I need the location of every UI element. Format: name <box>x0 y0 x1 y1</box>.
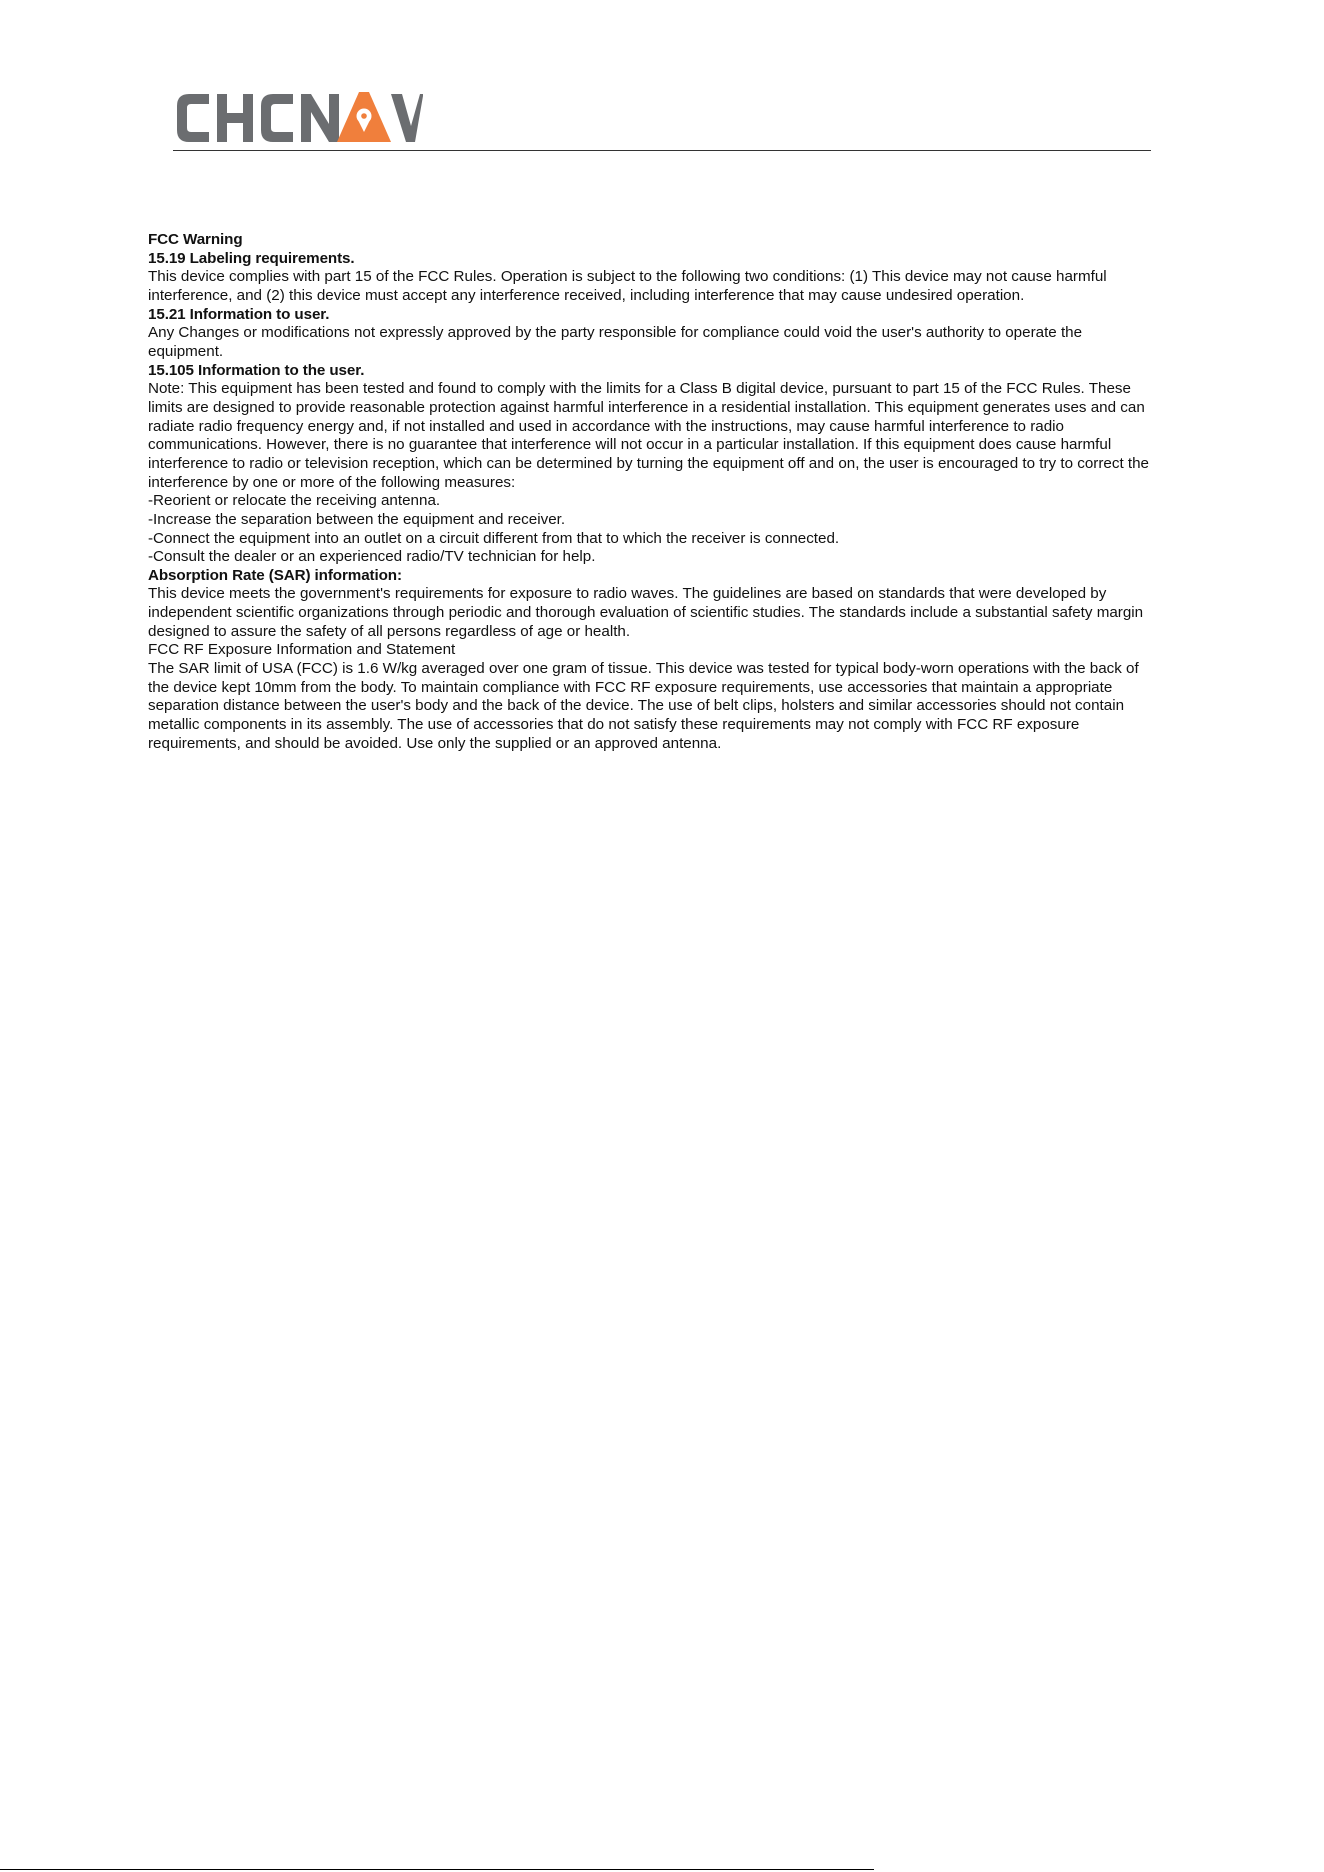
rf-exposure-heading: FCC RF Exposure Information and Statement <box>148 641 456 659</box>
measure-item: -Connect the equipment into an outlet on a circuit different from that to which the receiver is connected. <box>148 529 840 547</box>
footer-rule <box>0 1869 874 1870</box>
section-15-105-text: Note: This equipment has been tested and found to comply with the limits for a Class B digital device, pursuant to part 15 of the FCC Rules. These limits are designed to provide reasonable protection against harmful interference in a residential installation. This equipment generates uses and can radiate radio frequency energy and, if not installed and used in accordance with the instructions, may cause harmful interference to radio communications. However, there is no guarantee that interference will not occur in a particular installation. If this equipment does cause harmful interference to radio or television reception, which can be determined by turning the equipment off and on, the user is encouraged to try to correct the interference by one or more of the following measures: <box>148 380 1149 491</box>
rf-exposure-text: The SAR limit of USA (FCC) is 1.6 W/kg averaged over one gram of tissue. This device was tested for typical body-worn operations with the back of the device kept 10mm from the body. To maintain compliance with FCC RF exposure requirements, use accessories that maintain a appropriate separation distance between the user's body and the back of the device. The use of belt clips, holsters and similar accessories should not contain metallic components in its assembly. The use of accessories that do not satisfy these requirements may not comply with FCC RF exposure requirements, and should be avoided. Use only the supplied or an approved antenna. <box>148 660 1139 752</box>
sar-text: This device meets the government's requirements for exposure to radio waves. The guidelines are based on standards that were developed by independent scientific organizations through periodic and thorough evaluation of scientific studies. The standards include a substantial safety margin designed to assure the safety of all persons regardless of age or health. <box>148 585 1144 640</box>
measure-item: -Reorient or relocate the receiving antenna. <box>148 492 441 510</box>
header-rule <box>173 150 1151 151</box>
sar-heading: Absorption Rate (SAR) information: <box>148 566 402 584</box>
chcnav-logo <box>173 90 423 146</box>
section-15-21-heading: 15.21 Information to user. <box>148 305 330 323</box>
section-15-19-heading: 15.19 Labeling requirements. <box>148 249 355 267</box>
section-15-105-heading: 15.105 Information to the user. <box>148 361 365 379</box>
document-body <box>148 231 1154 753</box>
section-15-19-text: This device complies with part 15 of the FCC Rules. Operation is subject to the following two conditions: (1) This device may not cause harmful interference, and (2) this device must accept any interference received, including interference that may cause undesired operation. <box>148 268 1107 304</box>
fcc-warning-title: FCC Warning <box>148 231 243 248</box>
section-15-21-text: Any Changes or modifications not expressly approved by the party responsible for compliance could void the user's authority to operate the equipment. <box>148 324 1083 360</box>
measure-item: -Increase the separation between the equipment and receiver. <box>148 510 566 528</box>
measure-item: -Consult the dealer or an experienced radio/TV technician for help. <box>148 548 596 566</box>
